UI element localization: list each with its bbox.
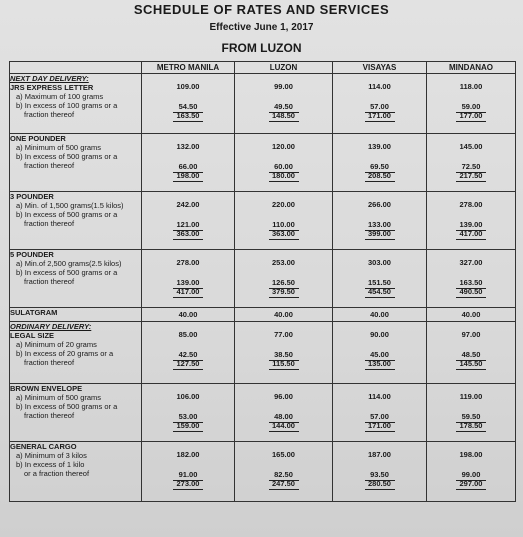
total-rate <box>142 287 234 297</box>
base-rate: 120.00 <box>272 142 295 151</box>
rate-cell-luzon <box>235 384 333 442</box>
condition-c: fraction thereof <box>24 161 75 170</box>
service-name: JRS EXPRESS LETTER <box>10 83 94 92</box>
base-rate: 253.00 <box>272 258 295 267</box>
rate-cell-mindanao <box>427 384 516 442</box>
total-rate <box>333 421 426 431</box>
excess-rate <box>142 102 234 111</box>
base-rate: 278.00 <box>176 258 200 267</box>
condition-a: a) Min.of 2,500 grams(2.5 kilos) <box>16 259 122 268</box>
page-title: SCHEDULE OF RATES AND SERVICES <box>133 2 390 17</box>
rate-cell-metro-manila <box>142 308 235 322</box>
excess-rate-value: 163.50 <box>456 278 486 289</box>
excess-rate-value: 99.00 <box>456 470 486 481</box>
base-rate: 40.00 <box>274 310 293 319</box>
total-rate-value: 417.00 <box>456 229 486 240</box>
total-rate-value: 178.50 <box>456 421 486 432</box>
base-rate: 182.00 <box>176 450 200 459</box>
total-rate-value: 490.50 <box>456 287 486 298</box>
total-rate <box>333 287 426 297</box>
rate-cell-mindanao <box>427 74 516 134</box>
total-rate <box>142 479 234 489</box>
excess-rate <box>142 220 234 229</box>
rate-cell-visayas <box>333 308 427 322</box>
total-rate-value: 379.50 <box>269 287 299 298</box>
total-rate-value: 363.00 <box>269 229 299 240</box>
rate-cell-visayas <box>333 442 427 502</box>
rate-label-cell <box>10 322 142 384</box>
total-rate-value: 280.50 <box>365 479 395 490</box>
excess-rate <box>235 102 332 111</box>
total-rate-value: 399.00 <box>365 229 395 240</box>
base-rate: 266.00 <box>368 200 391 209</box>
header-blank <box>10 62 142 74</box>
condition-c: fraction thereof <box>24 219 75 228</box>
rate-cell-metro-manila <box>142 442 235 502</box>
rate-row <box>10 384 516 442</box>
excess-rate <box>333 102 426 111</box>
rate-cell-mindanao <box>427 322 516 384</box>
excess-rate-value: 69.50 <box>365 162 395 173</box>
base-rate: 198.00 <box>459 450 483 459</box>
condition-b: b) In excess of 500 grams or a <box>16 210 118 219</box>
total-rate <box>427 171 515 181</box>
rate-cell-luzon <box>235 322 333 384</box>
base-rate: 145.00 <box>459 142 483 151</box>
service-name: GENERAL CARGO <box>10 442 77 451</box>
excess-rate <box>427 350 515 359</box>
excess-rate-value: 93.50 <box>365 470 395 481</box>
base-rate: 187.00 <box>368 450 391 459</box>
condition-a: a) Minimum of 20 grams <box>16 340 97 349</box>
excess-rate-value: 59.50 <box>456 412 486 423</box>
rate-cell-mindanao <box>427 134 516 192</box>
rate-label-cell <box>10 74 142 134</box>
condition-b: b) In excess of 20 grams or a <box>16 349 114 358</box>
rate-row <box>10 134 516 192</box>
service-name: SULATGRAM <box>10 308 58 317</box>
rate-row <box>10 192 516 250</box>
base-rate: 132.00 <box>176 142 200 151</box>
total-rate <box>235 421 332 431</box>
base-rate: 109.00 <box>176 82 200 91</box>
rate-cell-metro-manila <box>142 322 235 384</box>
excess-rate <box>427 102 515 111</box>
excess-rate <box>427 278 515 287</box>
rate-cell-mindanao <box>427 250 516 308</box>
rate-cell-metro-manila <box>142 384 235 442</box>
rate-label-cell <box>10 384 142 442</box>
total-rate-value: 145.50 <box>456 359 486 370</box>
excess-rate <box>235 278 332 287</box>
excess-rate-value: 72.50 <box>456 162 486 173</box>
rate-cell-luzon <box>235 308 333 322</box>
col-metro-manila: METRO MANILA <box>142 62 235 74</box>
total-rate-value: 217.50 <box>456 171 486 182</box>
rate-cell-luzon <box>235 192 333 250</box>
excess-rate-value: 59.00 <box>456 102 486 113</box>
base-rate: 96.00 <box>274 392 293 401</box>
total-rate <box>235 171 332 181</box>
effective-date: Effective June 1, 2017 <box>209 22 314 33</box>
total-rate <box>142 359 234 369</box>
rate-label-cell <box>10 442 142 502</box>
service-name: BROWN ENVELOPE <box>10 384 83 393</box>
total-rate-value: 208.50 <box>365 171 395 182</box>
total-rate-value: 135.00 <box>365 359 395 370</box>
total-rate <box>142 421 234 431</box>
base-rate: 114.00 <box>368 392 391 401</box>
base-rate: 327.00 <box>459 258 483 267</box>
excess-rate <box>427 162 515 171</box>
excess-rate-value: 38.50 <box>269 350 299 361</box>
base-rate: 278.00 <box>459 200 483 209</box>
total-rate-value: 273.00 <box>173 479 203 490</box>
base-rate: 118.00 <box>459 82 483 91</box>
rate-cell-mindanao <box>427 442 516 502</box>
excess-rate <box>427 470 515 479</box>
rate-label-cell <box>10 134 142 192</box>
excess-rate <box>235 350 332 359</box>
table-header-row <box>10 62 516 74</box>
excess-rate <box>235 162 332 171</box>
condition-c: fraction thereof <box>24 411 75 420</box>
excess-rate-value: 66.00 <box>173 162 203 173</box>
rate-cell-luzon <box>235 74 333 134</box>
excess-rate <box>427 220 515 229</box>
service-name: LEGAL SIZE <box>10 331 55 340</box>
origin-heading: FROM LUZON <box>221 41 302 55</box>
excess-rate-value: 48.00 <box>269 412 299 423</box>
condition-c: fraction thereof <box>24 110 75 119</box>
excess-rate <box>142 470 234 479</box>
rate-cell-metro-manila <box>142 250 235 308</box>
base-rate: 165.00 <box>272 450 295 459</box>
total-rate <box>235 229 332 239</box>
condition-c: or a fraction thereof <box>24 469 90 478</box>
total-rate-value: 454.50 <box>365 287 395 298</box>
total-rate <box>333 359 426 369</box>
condition-a: a) Minimum of 500 grams <box>16 393 102 402</box>
base-rate: 40.00 <box>178 310 198 319</box>
total-rate-value: 127.50 <box>173 359 203 370</box>
excess-rate-value: 54.50 <box>173 102 203 113</box>
rate-cell-metro-manila <box>142 192 235 250</box>
excess-rate-value: 60.00 <box>269 162 299 173</box>
excess-rate-value: 139.00 <box>173 278 203 289</box>
col-mindanao: MINDANAO <box>427 62 516 74</box>
rate-cell-visayas <box>333 250 427 308</box>
base-rate: 85.00 <box>178 330 198 339</box>
total-rate <box>427 229 515 239</box>
rate-cell-mindanao <box>427 192 516 250</box>
base-rate: 114.00 <box>368 82 391 91</box>
base-rate: 40.00 <box>461 310 481 319</box>
total-rate-value: 144.00 <box>269 421 299 432</box>
total-rate-value: 297.00 <box>456 479 486 490</box>
total-rate <box>333 479 426 489</box>
total-rate <box>333 171 426 181</box>
section-heading: NEXT DAY DELIVERY: <box>10 74 89 83</box>
rate-cell-visayas <box>333 134 427 192</box>
rate-cell-visayas <box>333 192 427 250</box>
base-rate: 40.00 <box>370 310 389 319</box>
total-rate <box>235 359 332 369</box>
excess-rate <box>333 278 426 287</box>
service-name: ONE POUNDER <box>10 134 66 143</box>
total-rate-value: 247.50 <box>269 479 299 490</box>
total-rate-value: 115.50 <box>269 359 299 370</box>
rate-cell-luzon <box>235 250 333 308</box>
excess-rate-value: 121.00 <box>173 220 203 231</box>
total-rate-value: 171.00 <box>365 111 395 122</box>
excess-rate <box>142 412 234 421</box>
col-luzon: LUZON <box>235 62 333 74</box>
excess-rate-value: 126.50 <box>269 278 299 289</box>
base-rate: 119.00 <box>459 392 483 401</box>
excess-rate-value: 57.00 <box>365 102 395 113</box>
excess-rate-value: 82.50 <box>269 470 299 481</box>
service-name: 5 POUNDER <box>10 250 54 259</box>
condition-b: b) In excess of 500 grams or a <box>16 152 118 161</box>
base-rate: 220.00 <box>272 200 295 209</box>
rate-cell-visayas <box>333 322 427 384</box>
col-visayas: VISAYAS <box>333 62 427 74</box>
condition-b: b) In excess of 100 grams or a <box>16 101 118 110</box>
total-rate <box>333 111 426 121</box>
condition-b: b) In excess of 500 grams or a <box>16 268 118 277</box>
condition-c: fraction thereof <box>24 358 75 367</box>
total-rate <box>235 287 332 297</box>
total-rate <box>142 111 234 121</box>
rate-label-cell <box>10 308 142 322</box>
rates-table <box>9 61 516 502</box>
total-rate-value: 180.00 <box>269 171 299 182</box>
total-rate <box>427 479 515 489</box>
excess-rate <box>142 278 234 287</box>
excess-rate <box>235 412 332 421</box>
condition-b: b) In excess of 1 kilo <box>16 460 85 469</box>
excess-rate <box>235 220 332 229</box>
total-rate-value: 198.00 <box>173 171 203 182</box>
total-rate <box>427 421 515 431</box>
total-rate-value: 417.00 <box>173 287 203 298</box>
total-rate-value: 177.00 <box>456 111 486 122</box>
condition-a: a) Minimum of 3 kilos <box>16 451 87 460</box>
rate-cell-visayas <box>333 74 427 134</box>
total-rate <box>427 359 515 369</box>
excess-rate <box>333 412 426 421</box>
service-name: 3 POUNDER <box>10 192 54 201</box>
total-rate <box>427 287 515 297</box>
total-rate <box>142 229 234 239</box>
total-rate-value: 171.00 <box>365 421 395 432</box>
excess-rate <box>235 470 332 479</box>
excess-rate-value: 133.00 <box>365 220 395 231</box>
total-rate <box>142 171 234 181</box>
rate-cell-metro-manila <box>142 74 235 134</box>
rate-row <box>10 442 516 502</box>
rate-cell-luzon <box>235 442 333 502</box>
base-rate: 242.00 <box>176 200 200 209</box>
base-rate: 106.00 <box>176 392 200 401</box>
rate-label-cell <box>10 250 142 308</box>
excess-rate <box>333 162 426 171</box>
rate-row <box>10 250 516 308</box>
rate-cell-mindanao <box>427 308 516 322</box>
excess-rate-value: 49.50 <box>269 102 299 113</box>
excess-rate-value: 42.50 <box>173 350 203 361</box>
total-rate <box>235 479 332 489</box>
excess-rate-value: 91.00 <box>173 470 203 481</box>
excess-rate <box>333 350 426 359</box>
total-rate <box>427 111 515 121</box>
excess-rate <box>142 350 234 359</box>
excess-rate-value: 53.00 <box>173 412 203 423</box>
excess-rate-value: 151.50 <box>365 278 395 289</box>
excess-rate <box>333 470 426 479</box>
base-rate: 77.00 <box>274 330 293 339</box>
base-rate: 139.00 <box>368 142 391 151</box>
total-rate-value: 148.50 <box>269 111 299 122</box>
condition-c: fraction thereof <box>24 277 75 286</box>
excess-rate-value: 57.00 <box>365 412 395 423</box>
condition-a: a) Min. of 1,500 grams(1.5 kilos) <box>16 201 124 210</box>
total-rate-value: 159.00 <box>173 421 203 432</box>
rate-cell-luzon <box>235 134 333 192</box>
base-rate: 90.00 <box>370 330 389 339</box>
base-rate: 99.00 <box>274 82 293 91</box>
base-rate: 303.00 <box>368 258 391 267</box>
section-heading: ORDINARY DELIVERY: <box>10 322 92 331</box>
excess-rate-value: 110.00 <box>269 220 299 231</box>
condition-b: b) In excess of 500 grams or a <box>16 402 118 411</box>
excess-rate <box>142 162 234 171</box>
excess-rate-value: 45.00 <box>365 350 395 361</box>
rate-cell-metro-manila <box>142 134 235 192</box>
total-rate <box>235 111 332 121</box>
rate-row <box>10 322 516 384</box>
rate-row <box>10 74 516 134</box>
base-rate: 97.00 <box>461 330 481 339</box>
condition-a: a) Maximum of 100 grams <box>16 92 104 101</box>
total-rate-value: 163.50 <box>173 111 203 122</box>
excess-rate-value: 48.50 <box>456 350 486 361</box>
excess-rate-value: 139.00 <box>456 220 486 231</box>
rate-label-cell <box>10 192 142 250</box>
rate-cell-visayas <box>333 384 427 442</box>
rate-row <box>10 308 516 322</box>
excess-rate <box>333 220 426 229</box>
total-rate-value: 363.00 <box>173 229 203 240</box>
total-rate <box>333 229 426 239</box>
excess-rate <box>427 412 515 421</box>
condition-a: a) Minimum of 500 grams <box>16 143 102 152</box>
